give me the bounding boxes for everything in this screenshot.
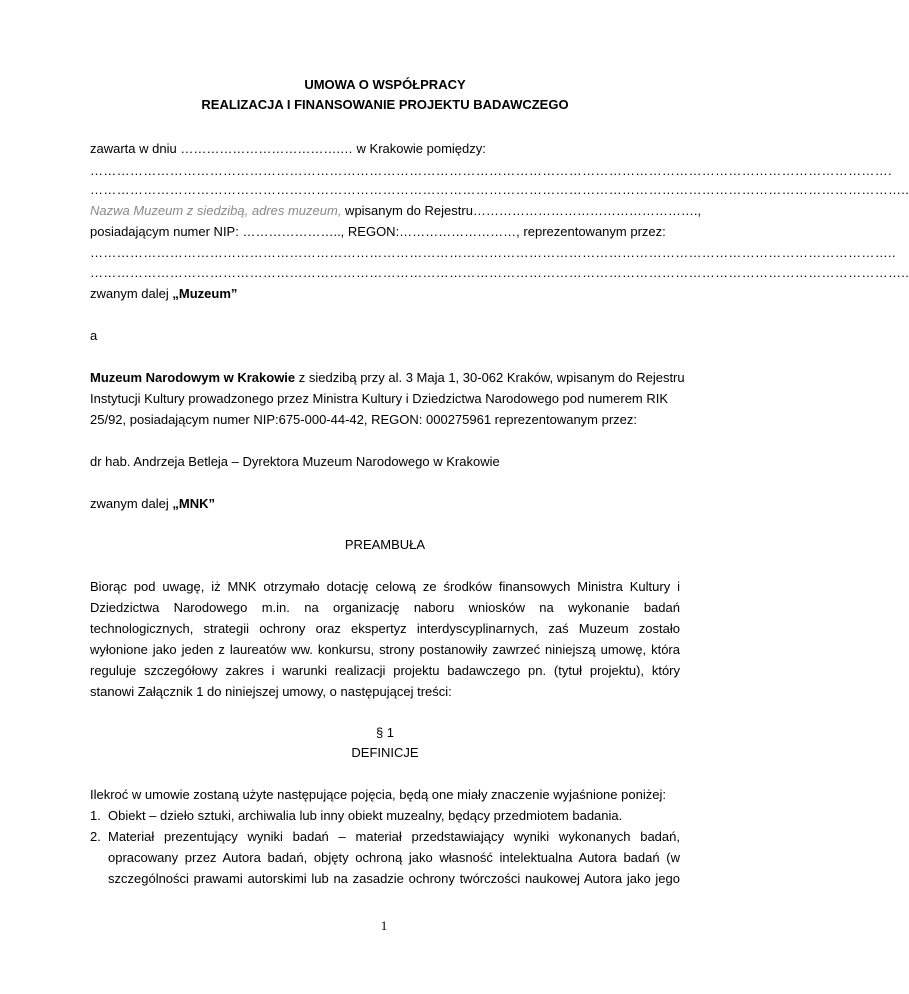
intro-date-line: zawarta w dniu ……………………………….… w Krakowie pomiędzy: — [90, 141, 486, 156]
blank-line-2: ………………………………………………………………………………………………………………………………………………………………….. — [90, 182, 909, 197]
mnk-line-1: Muzeum Narodowym w Krakowie z siedzibą przy al. 3 Maja 1, 30-062 Kraków, wpisanym do Rejestru — [90, 370, 685, 385]
mnk-representative: dr hab. Andrzeja Betleja – Dyrektora Muzeum Narodowego w Krakowie — [90, 454, 500, 469]
museum-line: Nazwa Muzeum z siedzibą, adres muzeum, wpisanym do Rejestru……………………………………………., — [90, 203, 702, 218]
preamble-line: technologicznych, strategii ochrony oraz ekspertyz interdyscyplinarnych, zaś Muzeum zostało — [90, 621, 680, 636]
mnk-line-3: 25/92, posiadającym numer NIP:675-000-44-42, REGON: 000275961 reprezentowanym przez: — [90, 412, 638, 427]
list-item: Materiał prezentujący wyniki badań – materiał przedstawiający wyniki wykonanych badań, — [108, 829, 680, 844]
museum-alias: „Muzeum” — [172, 286, 238, 301]
museum-name-placeholder: Nazwa Muzeum z siedzibą, adres muzeum, — [90, 203, 342, 218]
blank-line-1: ………………………………………………………………………………………………………………………………………………………………. — [90, 163, 892, 178]
list-item-continuation: szczególności prawami autorskimi lub na zasadzie ochrony twórczości naukowej Autora jako jego — [108, 871, 680, 886]
mnk-name: Muzeum Narodowym w Krakowie — [90, 370, 296, 385]
definitions-intro: Ilekroć w umowie zostaną użyte następujące pojęcia, będą one miały znaczenie wyjaśnione poniżej: — [90, 787, 666, 802]
preamble-line: Biorąc pod uwagę, iż MNK otrzymało dotację celową ze środków finansowych Ministra Kultury i — [90, 579, 680, 594]
document-title: UMOWA O WSPÓŁPRACY — [304, 77, 466, 92]
preamble-line: stanowi Załącznik 1 do niniejszej umowy, o następującej treści: — [90, 684, 452, 699]
mnk-line-2: Instytucji Kultury prowadzonego przez Ministra Kultury i Dziedzictwa Narodowego pod numerem RIK — [90, 391, 669, 406]
list-item: Obiekt – dzieło sztuki, archiwalia lub inny obiekt muzealny, będący przedmiotem badania. — [108, 808, 623, 823]
connector-a: a — [90, 328, 98, 343]
page-number: 1 — [380, 918, 388, 933]
section-number: § 1 — [375, 725, 395, 740]
preamble-line: wyłonione jako jeden z laureatów ww. konkursu, strony postanowiły zawrzeć niniejszą umowę, która — [90, 642, 680, 657]
blank-line-4: ………………………………………………………………………………………………………………………………………………………………….. — [90, 265, 909, 280]
museum-alias-line: zwanym dalej „Muzeum” — [90, 286, 238, 301]
nip-regon-line: posiadającym numer NIP: ………………….., REGON:………………………, reprezentowanym przez: — [90, 224, 666, 239]
preamble-heading: PREAMBUŁA — [344, 537, 426, 552]
list-item-number: 2. — [90, 829, 101, 844]
list-item-number: 1. — [90, 808, 101, 823]
preamble-line: reguluje szczegółowy zakres i warunki realizacji projektu badawczego pn. (tytuł projektu), który — [90, 663, 680, 678]
mnk-alias-line: zwanym dalej „MNK” — [90, 496, 215, 511]
preamble-line: Dziedzictwa Narodowego m.in. na organizację naboru wniosków na wykonanie badań — [90, 600, 680, 615]
document-subtitle: REALIZACJA I FINANSOWANIE PROJEKTU BADAWCZEGO — [201, 97, 569, 112]
list-item-continuation: opracowany przez Autora badań, objęty ochroną jako własność intelektualna Autora badań (w — [108, 850, 680, 865]
section-heading: DEFINICJE — [351, 745, 419, 760]
blank-line-3: ……………………………………………………………………………………………………………………………………………………………….. — [90, 245, 896, 260]
mnk-alias: „MNK” — [172, 496, 215, 511]
